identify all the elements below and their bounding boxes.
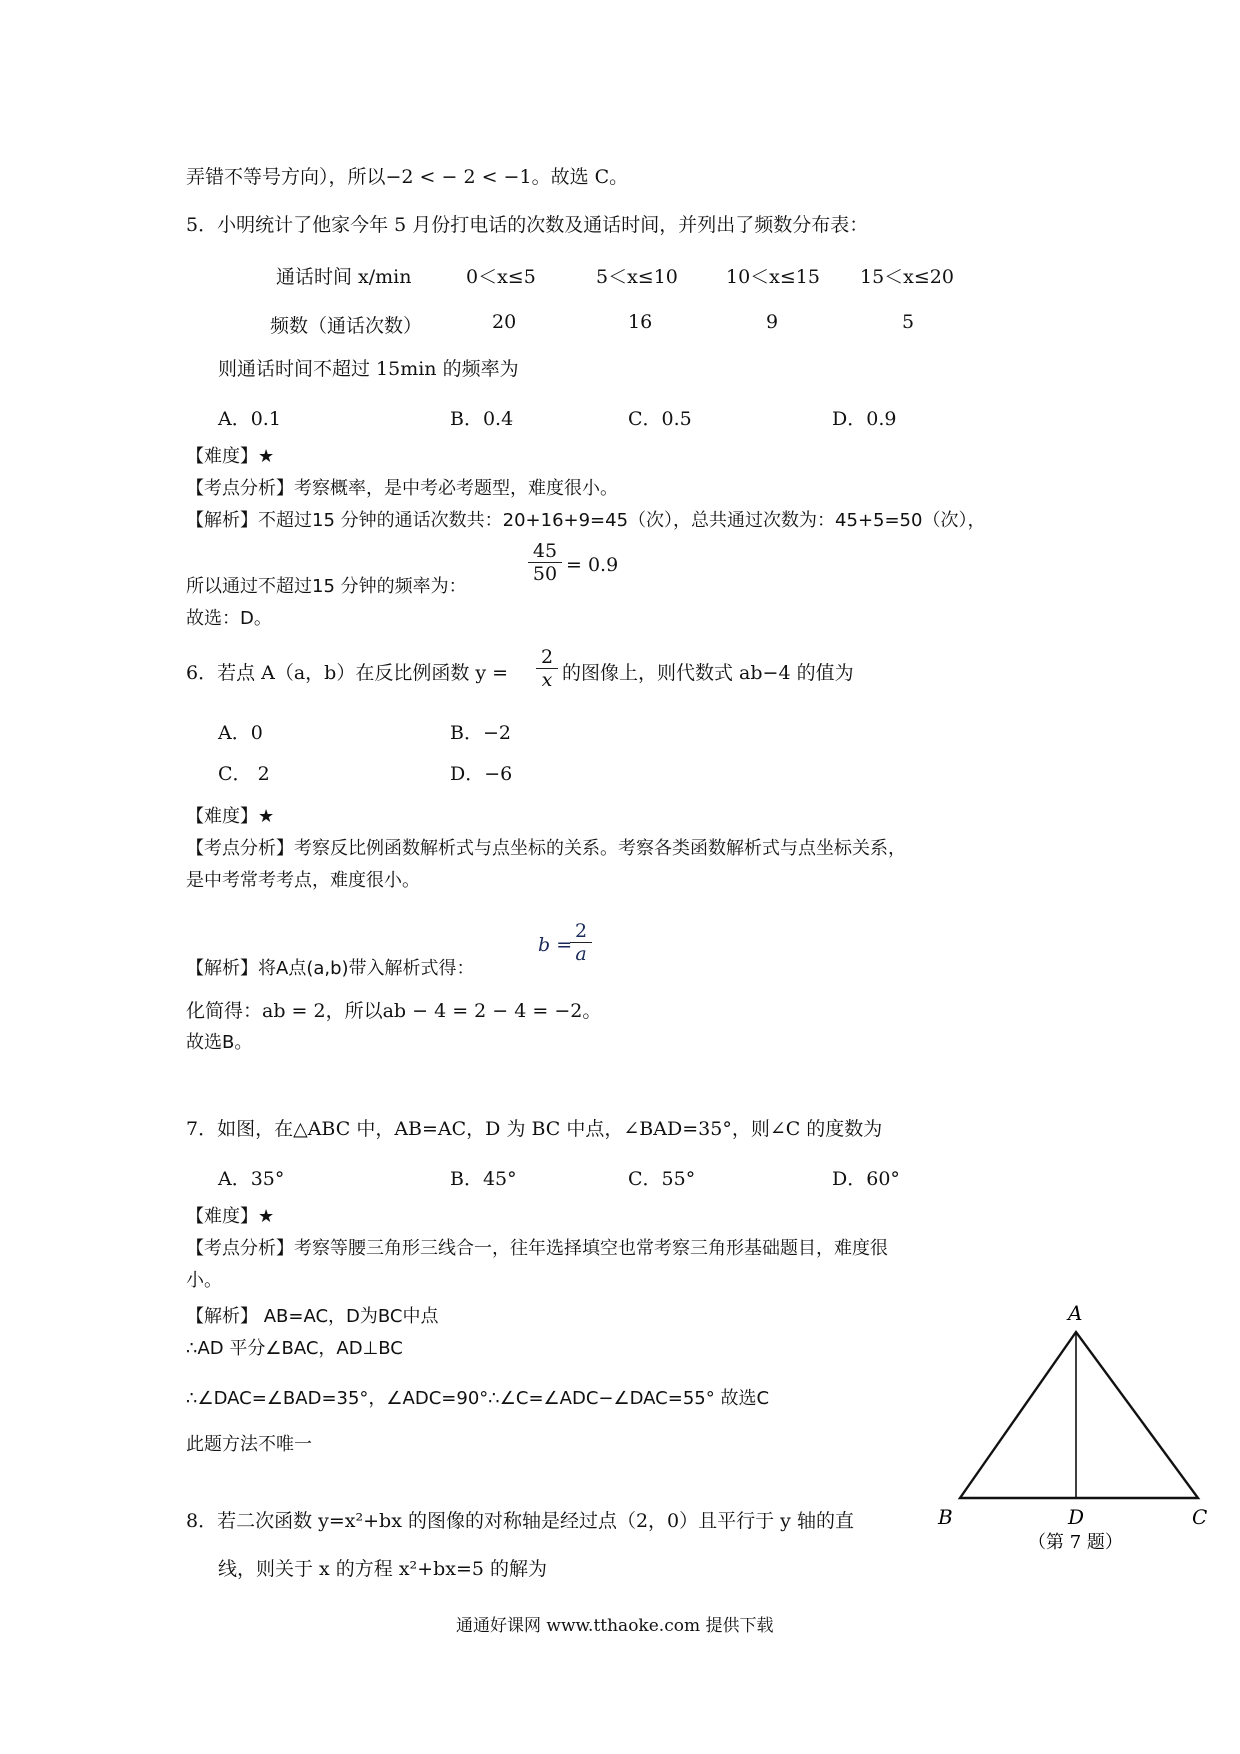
q7-option-d: D．60° xyxy=(832,1168,900,1190)
q6-stem-part1: 6．若点 A（a，b）在反比例函数 y = xyxy=(186,662,509,684)
q5-fraction-result: = 0.9 xyxy=(566,554,619,576)
table-header-cell: 10＜x≤15 xyxy=(726,266,820,288)
q5-option-d: D．0.9 xyxy=(832,408,897,430)
q5-solution-line2: 所以通过不超过15 分钟的频率为： xyxy=(186,576,467,597)
table-cell: 20 xyxy=(492,311,517,333)
q6-analysis-line1: 【考点分析】考察反比例函数解析式与点坐标的关系。考察各类函数解析式与点坐标关系， xyxy=(186,838,906,859)
table-header-cell: 0＜x≤5 xyxy=(466,266,536,288)
figure-caption: （第 7 题） xyxy=(1028,1532,1123,1553)
q7-option-c: C．55° xyxy=(628,1168,696,1190)
q6-solution-lhs: b = xyxy=(538,934,573,956)
q6-fraction-numerator: 2 xyxy=(536,646,558,669)
q5-difficulty: 【难度】★ xyxy=(186,446,275,467)
q7-solution-line2: ∴AD 平分∠BAC，AD⊥BC xyxy=(186,1338,403,1359)
q6-analysis-line2: 是中考常考考点，难度很小。 xyxy=(186,870,420,891)
q6-fraction xyxy=(536,646,558,691)
q6-answer: 故选B。 xyxy=(186,1032,253,1053)
q6-difficulty: 【难度】★ xyxy=(186,806,275,827)
table-header-label: 通话时间 x/min xyxy=(276,266,412,288)
q6-option-c: C． 2 xyxy=(218,763,270,785)
table-header-cell: 15＜x≤20 xyxy=(860,266,954,288)
table-header-cell: 5＜x≤10 xyxy=(596,266,678,288)
q6-fraction-denominator: x xyxy=(541,669,553,691)
q6-stem-part2: 的图像上，则代数式 ab−4 的值为 xyxy=(562,662,854,684)
q7-solution-line3: ∴∠DAC=∠BAD=35°，∠ADC=90°∴∠C=∠ADC−∠DAC=55° 故选C xyxy=(186,1388,770,1409)
q6-option-d: D．−6 xyxy=(450,763,513,785)
q5-fraction-numerator: 45 xyxy=(528,540,562,563)
q7-option-a: A．35° xyxy=(218,1168,285,1190)
top-line: 弄错不等号方向），所以−2 < − 2 < −1。故选 C。 xyxy=(186,166,629,188)
q7-analysis-line1: 【考点分析】考察等腰三角形三线合一，往年选择填空也常考察三角形基础题目，难度很 xyxy=(186,1238,888,1259)
table-cell: 5 xyxy=(902,311,915,333)
q6-option-b: B．−2 xyxy=(450,722,511,744)
q5-solution-line1: 【解析】不超过15 分钟的通话次数共：20+16+9=45（次），总共通过次数为：45+5=50（次）， xyxy=(186,510,986,531)
vertex-label-d: D xyxy=(1068,1505,1085,1529)
vertex-label-c: C xyxy=(1192,1505,1208,1529)
page-footer: 通通好课网 www.tthaoke.com 提供下载 xyxy=(456,1616,774,1636)
table-cell: 16 xyxy=(628,311,653,333)
triangle-abc xyxy=(960,1332,1198,1498)
vertex-label-b: B xyxy=(938,1505,953,1529)
q6-option-a: A．0 xyxy=(218,722,263,744)
q8-line2: 线，则关于 x 的方程 x²+bx=5 的解为 xyxy=(218,1558,548,1580)
q5-option-c: C．0.5 xyxy=(628,408,692,430)
q5-option-a: A．0.1 xyxy=(218,408,281,430)
q7-option-b: B．45° xyxy=(450,1168,517,1190)
q6-solution-denominator: a xyxy=(575,943,587,965)
q5-analysis: 【考点分析】考察概率，是中考必考题型，难度很小。 xyxy=(186,478,618,499)
triangle-figure xyxy=(930,1290,1210,1570)
q5-fraction xyxy=(528,540,562,585)
q6-solution-numerator: 2 xyxy=(570,920,592,943)
table-cell: 9 xyxy=(766,311,779,333)
q6-solution-fraction xyxy=(570,920,592,965)
table-row-label: 频数（通话次数） xyxy=(270,315,423,337)
q8-line1: 8．若二次函数 y=x²+bx 的图像的对称轴是经过点（2，0）且平行于 y 轴的直 xyxy=(186,1510,854,1532)
q7-stem: 7．如图，在△ABC 中，AB=AC，D 为 BC 中点，∠BAD=35°，则∠C 的度数为 xyxy=(186,1118,883,1140)
q5-answer: 故选：D。 xyxy=(186,608,272,629)
q7-analysis-line2: 小。 xyxy=(186,1270,222,1291)
q7-difficulty: 【难度】★ xyxy=(186,1206,275,1227)
q7-solution-line1: 【解析】 AB=AC，D为BC中点 xyxy=(186,1306,439,1327)
q5-question: 则通话时间不超过 15min 的频率为 xyxy=(218,358,519,380)
q5-fraction-denominator: 50 xyxy=(532,563,558,585)
q6-solution: 【解析】将A点(a,b)带入解析式得： xyxy=(186,958,475,979)
q6-simplify: 化简得：ab = 2，所以ab − 4 = 2 − 4 = −2。 xyxy=(186,1000,602,1022)
q5-stem: 5．小明统计了他家今年 5 月份打电话的次数及通话时间，并列出了频数分布表： xyxy=(186,214,869,236)
q5-option-b: B．0.4 xyxy=(450,408,514,430)
vertex-label-a: A xyxy=(1068,1301,1083,1325)
q7-solution-line4: 此题方法不唯一 xyxy=(186,1434,312,1455)
